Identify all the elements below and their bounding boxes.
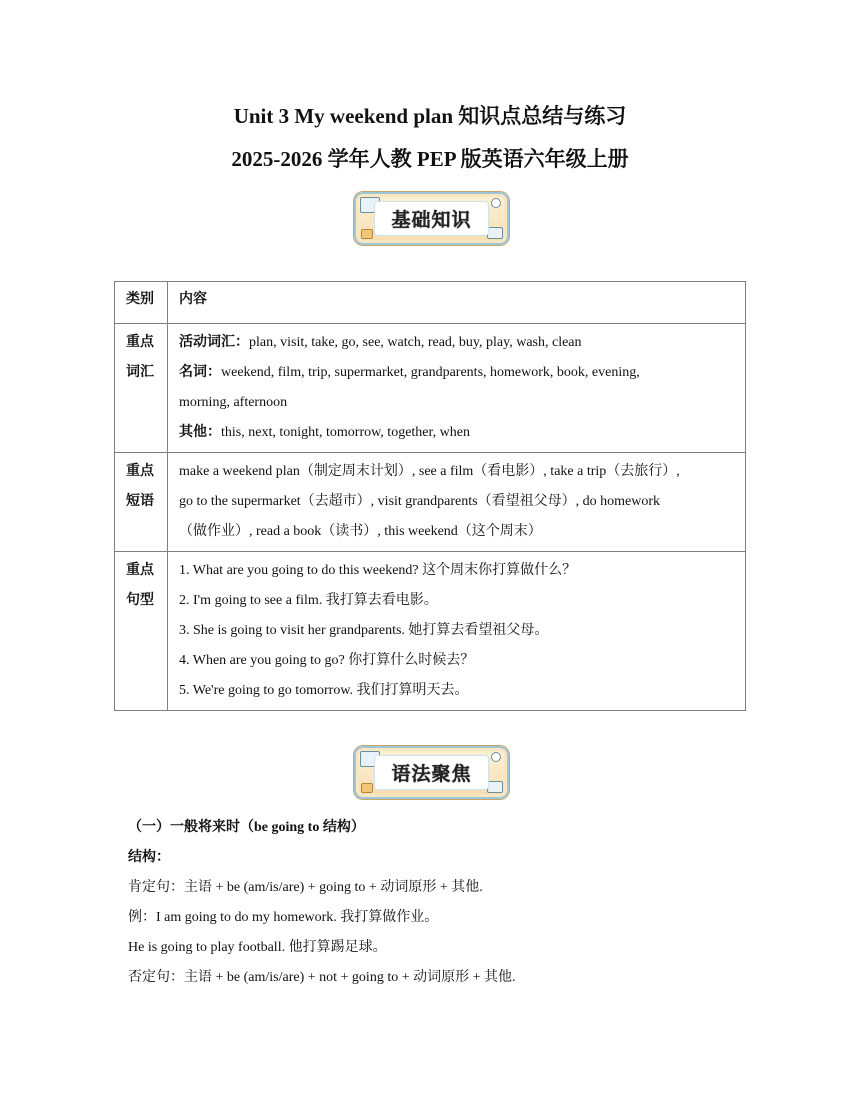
structure-label: 结构： [128,850,170,865]
grammar-section [128,813,748,993]
badge-label: 语法聚焦 [374,755,489,790]
section-badge-grammar [354,746,509,799]
row-content [168,324,746,453]
column-header-content: 内容 [168,282,746,324]
category-line: 重点 [126,563,154,578]
badge-label: 基础知识 [374,201,489,236]
negative-rule: 否定句：主语 + be (am/is/are) + not + going to + 动词原形 + 其他. [128,970,516,985]
page-subtitle: 2025-2026 学年人教 PEP 版英语六年级上册 [231,147,629,171]
category-line: 句型 [126,593,154,608]
content-line: make a weekend plan（制定周末计划）, see a film（看电影）, take a trip（去旅行）, [179,464,680,479]
pencil-icon [361,229,373,239]
content-line: 1. What are you going to do this weekend? 这个周末你打算做什么？ [179,563,577,578]
content-line: （做作业）, read a book（读书）, this weekend（这个周末） [179,524,542,539]
row-category [115,552,168,711]
affirmative-rule: 肯定句：主语 + be (am/is/are) + going to + 动词原形 + 其他. [128,880,483,895]
pencil-icon [361,783,373,793]
table-row [115,552,746,711]
section-badge-basics [354,192,509,245]
table-header-row [115,282,746,324]
content-line: 2. I'm going to see a film. 我打算去看电影。 [179,593,438,608]
page-title: Unit 3 My weekend plan 知识点总结与练习 [233,104,627,128]
row-content [168,552,746,711]
content-line: 3. She is going to visit her grandparents. 她打算去看望祖父母。 [179,623,549,638]
content-line: 4. When are you going to go? 你打算什么时候去？ [179,653,475,668]
sparkle-icon [491,752,501,762]
knowledge-table [114,281,746,711]
grammar-heading: （一）一般将来时（be going to 结构） [128,820,365,835]
content-line: 活动词汇：plan, visit, take, go, see, watch, read, buy, play, wash, clean [179,335,582,350]
content-line: go to the supermarket（去超市）, visit grandparents（看望祖父母）, do homework [179,494,660,509]
content-line: 5. We're going to go tomorrow. 我们打算明天去。 [179,683,469,698]
content-line: 其他：this, next, tonight, tomorrow, together, when [179,425,470,440]
table-row [115,324,746,453]
example-sentence: He is going to play football. 他打算踢足球。 [128,940,387,955]
book-icon [487,227,503,239]
category-line: 重点 [126,335,154,350]
example-sentence: 例：I am going to do my homework. 我打算做作业。 [128,910,439,925]
column-header-category: 类别 [115,282,168,324]
row-content [168,453,746,552]
content-line: morning, afternoon [179,395,288,410]
sparkle-icon [491,198,501,208]
content-line: 名词：weekend, film, trip, supermarket, grandparents, homework, book, evening, [179,365,640,380]
row-category [115,453,168,552]
category-line: 重点 [126,464,154,479]
book-icon [487,781,503,793]
category-line: 短语 [126,494,154,509]
table-row [115,453,746,552]
row-category [115,324,168,453]
category-line: 词汇 [126,365,154,380]
